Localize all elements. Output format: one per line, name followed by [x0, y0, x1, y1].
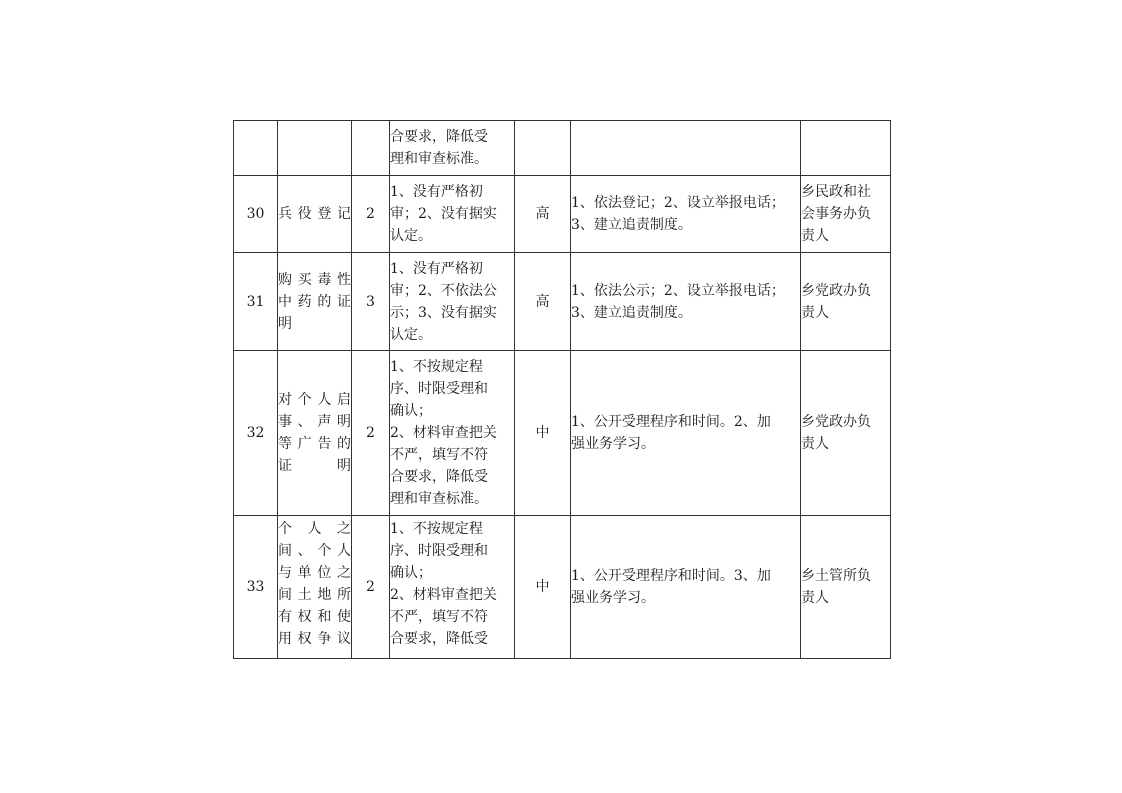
- responsible-owner: [801, 351, 891, 516]
- risk-level: 中: [515, 516, 571, 659]
- item-name-line: 等广告的: [278, 436, 351, 452]
- responsible-owner: [801, 516, 891, 659]
- prevention-measures-line: 3、建立追责制度。: [571, 304, 692, 321]
- risk-description-line: 示；3、没有据实: [390, 304, 497, 321]
- item-name-line: 用权争议: [278, 631, 351, 647]
- risk-level: [515, 121, 571, 176]
- risk-description-line: 1、不按规定程: [390, 359, 483, 375]
- risk-description: [390, 121, 515, 176]
- item-name-line: 个人之: [278, 521, 351, 537]
- row-number: 31: [234, 253, 278, 351]
- item-name-line: 购买毒性: [278, 271, 351, 288]
- item-name: [278, 516, 352, 659]
- prevention-measures-line: 1、公开受理程序和时间。3、加: [571, 568, 771, 584]
- risk-description-line: 审；2、没有据实: [390, 206, 497, 222]
- prevention-measures-line: 强业务学习。: [571, 590, 655, 606]
- risk-description-line: 认定。: [390, 228, 432, 244]
- risk-description: [390, 176, 515, 253]
- risk-description-line: 认定。: [390, 326, 432, 343]
- risk-table: [233, 120, 891, 659]
- item-name-line: 与单位之: [278, 565, 351, 581]
- responsible-owner-line: 乡民政和社: [801, 184, 871, 200]
- risk-description-line: 合要求，降低受: [390, 631, 488, 647]
- table-row: [234, 516, 891, 659]
- risk-description: [390, 516, 515, 659]
- responsible-owner-line: 乡党政办负: [801, 282, 871, 299]
- item-name-line: 证明: [278, 458, 351, 474]
- risk-description-line: 审；2、不依法公: [390, 282, 497, 299]
- item-name-line: 对个人启: [278, 392, 351, 408]
- item-name-line: 间土地所: [278, 587, 351, 603]
- row-number: 30: [234, 176, 278, 253]
- prevention-measures-line: 强业务学习。: [571, 436, 655, 452]
- prevention-measures: [571, 253, 801, 351]
- responsible-owner-line: 责人: [801, 590, 829, 606]
- prevention-measures-line: 1、公开受理程序和时间。2、加: [571, 414, 771, 430]
- risk-description-line: 1、不按规定程: [390, 521, 483, 537]
- risk-level: 高: [515, 176, 571, 253]
- risk-description-line: 序、时限受理和: [390, 543, 488, 559]
- responsible-owner-line: 责人: [801, 436, 829, 452]
- risk-description-line: 确认；: [390, 403, 432, 419]
- responsible-owner-line: 乡土管所负: [801, 568, 871, 584]
- risk-description-line: 理和审查标准。: [390, 491, 488, 507]
- risk-level: 高: [515, 253, 571, 351]
- item-name-line: 间、个人: [278, 543, 351, 559]
- risk-score: 3: [352, 253, 390, 351]
- item-name: [278, 121, 352, 176]
- risk-description-line: 2、材料审查把关: [390, 425, 497, 441]
- risk-score: 2: [352, 351, 390, 516]
- responsible-owner: [801, 176, 891, 253]
- prevention-measures: [571, 351, 801, 516]
- risk-description-line: 1、没有严格初: [390, 260, 483, 277]
- item-name: [278, 253, 352, 351]
- prevention-measures-line: 1、依法公示；2、设立举报电话；: [571, 282, 785, 299]
- risk-description-line: 合要求，降低受: [390, 469, 488, 485]
- responsible-owner-line: 乡党政办负: [801, 414, 871, 430]
- risk-description-line: 理和审查标准。: [390, 151, 488, 167]
- responsible-owner: [801, 253, 891, 351]
- table-row: [234, 121, 891, 176]
- item-name: [278, 351, 352, 516]
- risk-score: 2: [352, 516, 390, 659]
- risk-description-line: 确认；: [390, 565, 432, 581]
- risk-description-line: 2、材料审查把关: [390, 587, 497, 603]
- item-name-line: 事、声明: [278, 414, 351, 430]
- risk-level: 中: [515, 351, 571, 516]
- risk-description-line: 不严，填写不符: [390, 447, 488, 463]
- table-body: [234, 121, 891, 659]
- item-name-line: 有权和使: [278, 609, 351, 625]
- risk-description-line: 序、时限受理和: [390, 381, 488, 397]
- prevention-measures: [571, 516, 801, 659]
- risk-description: [390, 351, 515, 516]
- responsible-owner: [801, 121, 891, 176]
- item-name-line: 明: [278, 315, 292, 332]
- item-name-line: 中药的证: [278, 293, 351, 310]
- prevention-measures-line: 1、依法登记；2、设立举报电话；: [571, 195, 785, 211]
- risk-score: [352, 121, 390, 176]
- responsible-owner-line: 责人: [801, 228, 829, 244]
- responsible-owner-line: 责人: [801, 304, 829, 321]
- prevention-measures: [571, 121, 801, 176]
- prevention-measures: [571, 176, 801, 253]
- table-row: [234, 253, 891, 351]
- responsible-owner-line: 会事务办负: [801, 206, 871, 222]
- table-row: [234, 351, 891, 516]
- risk-description-line: 不严，填写不符: [390, 609, 488, 625]
- item-name: [278, 176, 352, 253]
- risk-description-line: 1、没有严格初: [390, 184, 483, 200]
- risk-score: 2: [352, 176, 390, 253]
- table-row: [234, 176, 891, 253]
- row-number: [234, 121, 278, 176]
- item-name-line: 兵役登记: [278, 206, 351, 222]
- prevention-measures-line: 3、建立追责制度。: [571, 217, 692, 233]
- row-number: 32: [234, 351, 278, 516]
- row-number: 33: [234, 516, 278, 659]
- risk-description: [390, 253, 515, 351]
- risk-description-line: 合要求，降低受: [390, 129, 488, 145]
